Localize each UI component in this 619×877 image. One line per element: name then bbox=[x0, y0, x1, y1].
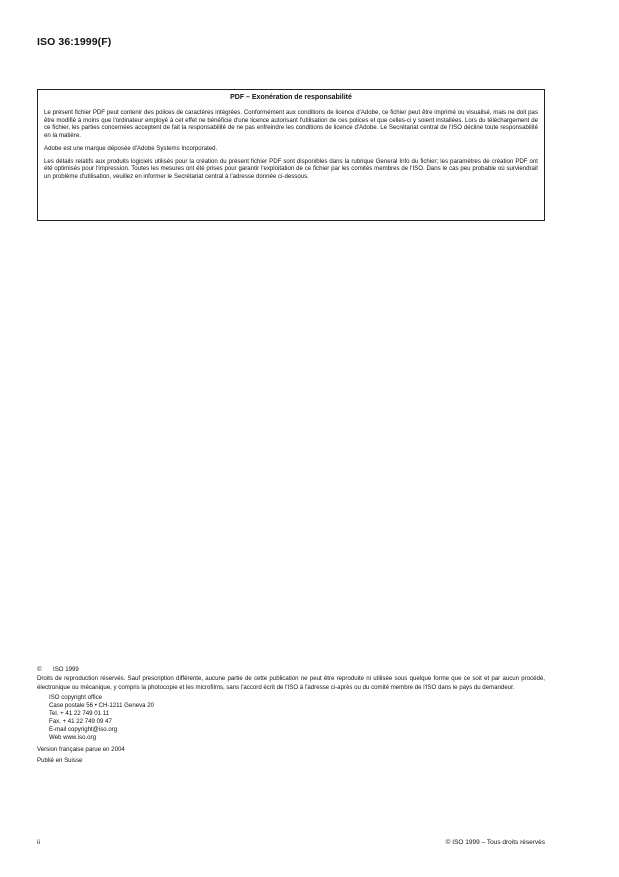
pdf-disclaimer-box bbox=[37, 89, 545, 221]
address-email: E-mail copyright@iso.org bbox=[49, 726, 118, 734]
copyright-year: ISO 1999 bbox=[53, 666, 79, 673]
reproduction-rights-text: Droits de reproduction réservés. Sauf prescription différente, aucune partie de cette publication ne peut être reproduite ni utilisée sous quelque forme que ce soit et par aucun procédé, électronique ou mécanique, y compris la photocopie et les microfilms, sans l'accord écrit de l'ISO à l'adresse ci-après ou du comité membre de l'ISO dans le pays du demandeur. bbox=[37, 675, 545, 691]
disclaimer-paragraph-fonts: Le présent fichier PDF peut contenir des polices de caractères intégrées. Conformément aux conditions de licence d'Adobe, ce fichier peut être imprimé ou visualisé, mais ne doit pas être modifié à moins que l'ordinateur employé à cet effet ne bénéficie d'une licence autorisant l'utilisation de ces polices et que celles-ci y soient installées. Lors du téléchargement de ce fichier, les parties concernées acceptent de fait la responsabilité de ne pas enfreindre les conditions de licence d'Adobe. Le Secrétariat central de l'ISO décline toute responsabilité en la matière. bbox=[44, 109, 538, 140]
copyright-notice bbox=[37, 666, 545, 765]
published-note: Publié en Suisse bbox=[37, 756, 83, 764]
address-postal: Case postale 56 • CH-1211 Geneva 20 bbox=[49, 701, 155, 709]
copyright-year-line bbox=[37, 666, 545, 674]
address-office: ISO copyright office bbox=[49, 693, 103, 701]
disclaimer-paragraph-software: Les détails relatifs aux produits logiciels utilisés pour la création du présent fichier PDF sont disponibles dans la rubrique General Info du fichier; les paramètres de création PDF ont été optimisés pour l'impression. Toutes les mesures ont été prises pour garantir l'exploitation de ce fichier par les comités membres de l'ISO. Dans le cas peu probable où surviendrait un problème d'utilisation, veuillez en informer le Secrétariat central à l'adresse donnée ci-dessous. bbox=[44, 157, 538, 180]
address-web: Web www.iso.org bbox=[49, 734, 96, 742]
address-tel: Tel. + 41 22 749 01 11 bbox=[49, 710, 110, 718]
disclaimer-paragraph-trademark: Adobe est une marque déposée d'Adobe Systems Incorporated. bbox=[44, 144, 218, 152]
copyright-office-address bbox=[37, 694, 545, 743]
page-number: ii bbox=[37, 839, 40, 846]
address-fax: Fax. + 41 22 749 09 47 bbox=[49, 718, 112, 726]
document-identifier: ISO 36:1999(F) bbox=[37, 36, 112, 48]
copyright-symbol-icon: © bbox=[37, 666, 42, 673]
disclaimer-title: PDF – Exonération de responsabilité bbox=[230, 94, 352, 101]
version-note: Version française parue en 2004 bbox=[37, 746, 125, 754]
footer-rights: © ISO 1999 – Tous droits réservés bbox=[445, 839, 545, 846]
